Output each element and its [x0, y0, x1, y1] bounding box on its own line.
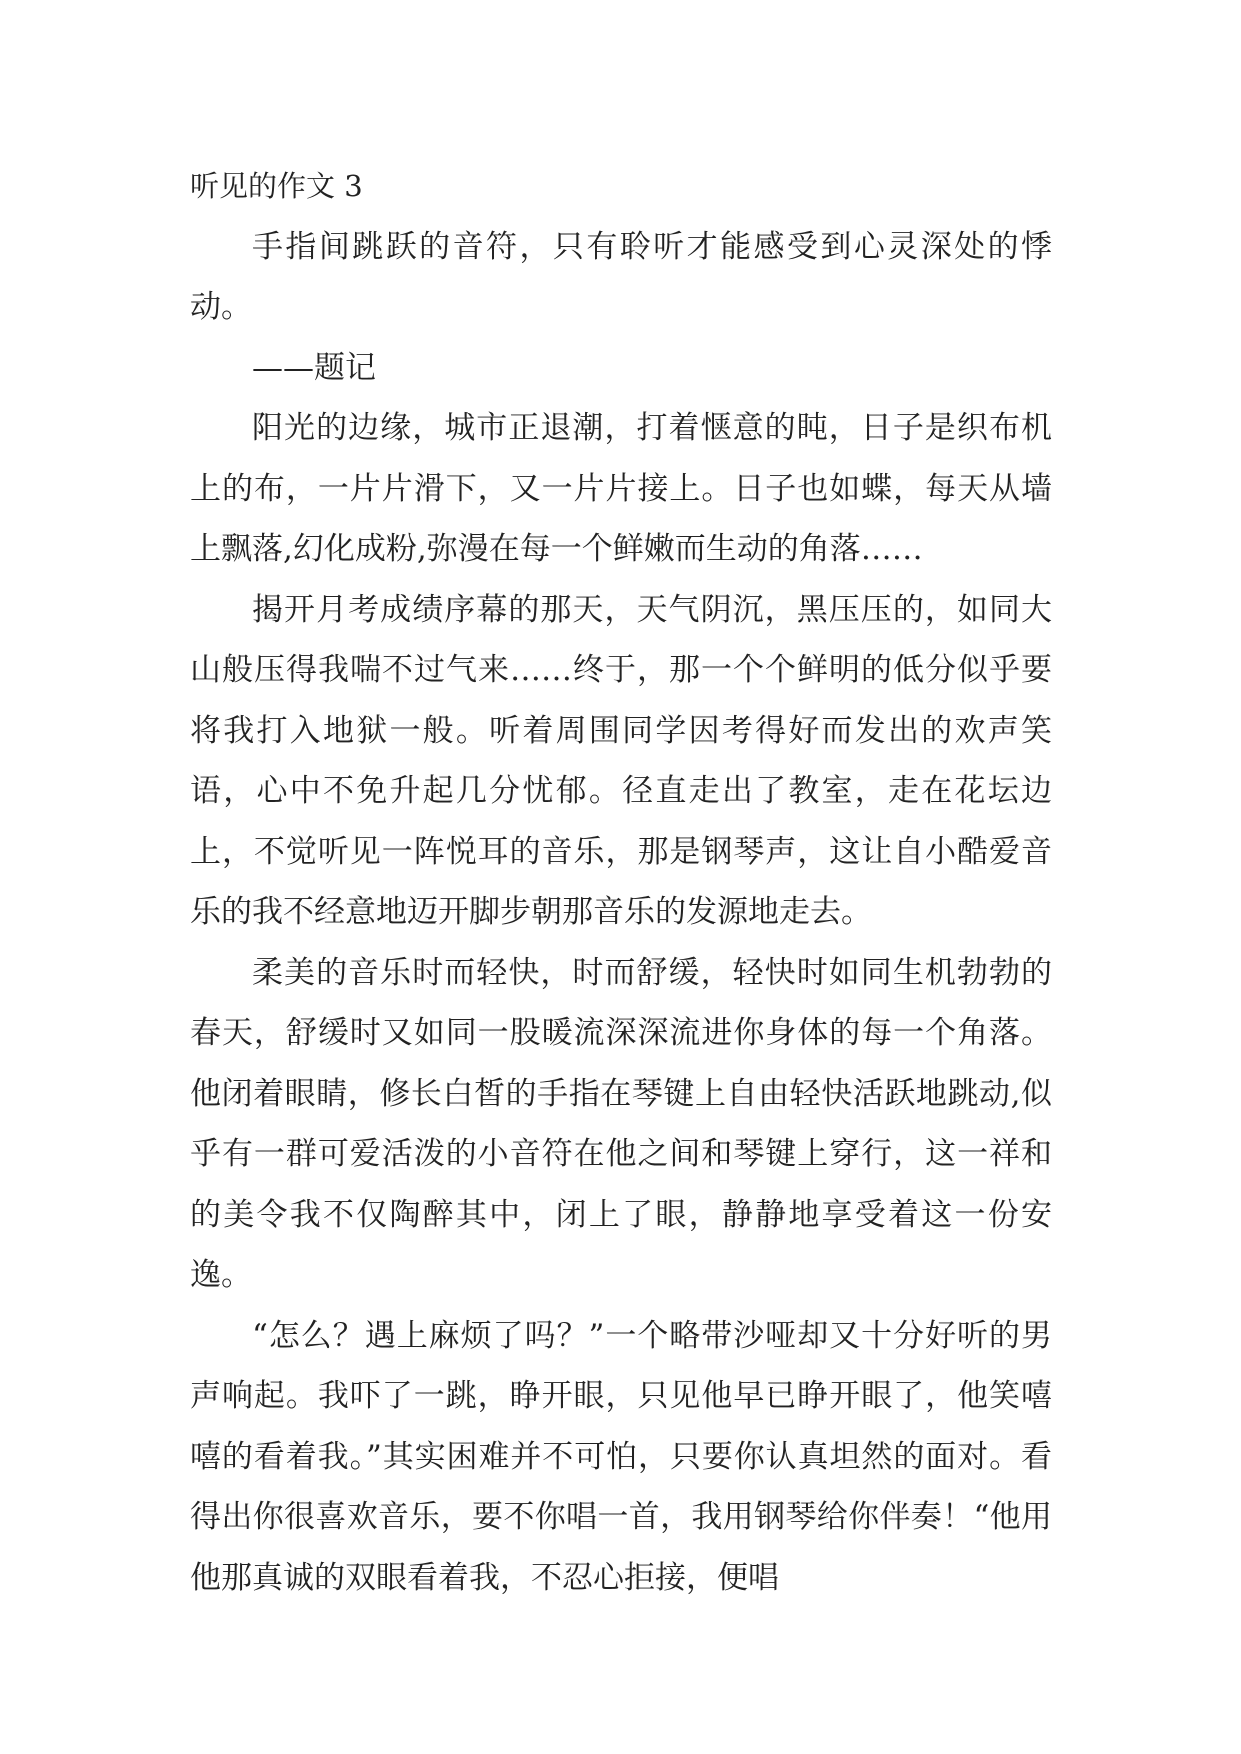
paragraph-epigraph: 手指间跳跃的音符，只有聆听才能感受到心灵深处的悸动。	[190, 228, 1052, 325]
paragraph-sunlight: 阳光的边缘，城市正退潮，打着惬意的盹，日子是织布机上的布，一片片滑下，又一片片接上。日子也如蝶，每天从墙上飘落,幻化成粉,弥漫在每一个鲜嫩而生动的角落……	[190, 410, 1052, 567]
paragraph-epigraph-attribution: ——题记	[252, 349, 376, 386]
document-body	[190, 156, 1052, 1608]
paragraph-exam-day: 揭开月考成绩序幕的那天，天气阴沉，黑压压的，如同大山般压得我喘不过气来……终于，那一个个鲜明的低分似乎要将我打入地狱一般。听着周围同学因考得好而发出的欢声笑语，心中不免升起几分忧郁。径直走出了教室，走在花坛边上，不觉听见一阵悦耳的音乐，那是钢琴声，这让自小酷爱音乐的我不经意地迈开脚步朝那音乐的发源地走去。	[190, 591, 1052, 930]
paragraph-music: 柔美的音乐时而轻快，时而舒缓，轻快时如同生机勃勃的春天，舒缓时又如同一股暖流深深流进你身体的每一个角落。他闭着眼睛，修长白皙的手指在琴键上自由轻快活跃地跳动,似乎有一群可爱活泼的小音符在他之间和琴键上穿行，这一祥和的美令我不仅陶醉其中，闭上了眼，静静地享受着这一份安逸。	[190, 954, 1052, 1293]
paragraph-dialogue: “怎么？遇上麻烦了吗？”一个略带沙哑却又十分好听的男声响起。我吓了一跳，睁开眼，只见他早已睁开眼了，他笑嘻嘻的看着我。”其实困难并不可怕，只要你认真坦然的面对。看得出你很喜欢音乐，要不你唱一首，我用钢琴给你伴奏！“他用他那真诚的双眼看着我，不忍心拒接，便唱	[190, 1317, 1052, 1596]
document-title: 听见的作文 3	[190, 169, 363, 203]
